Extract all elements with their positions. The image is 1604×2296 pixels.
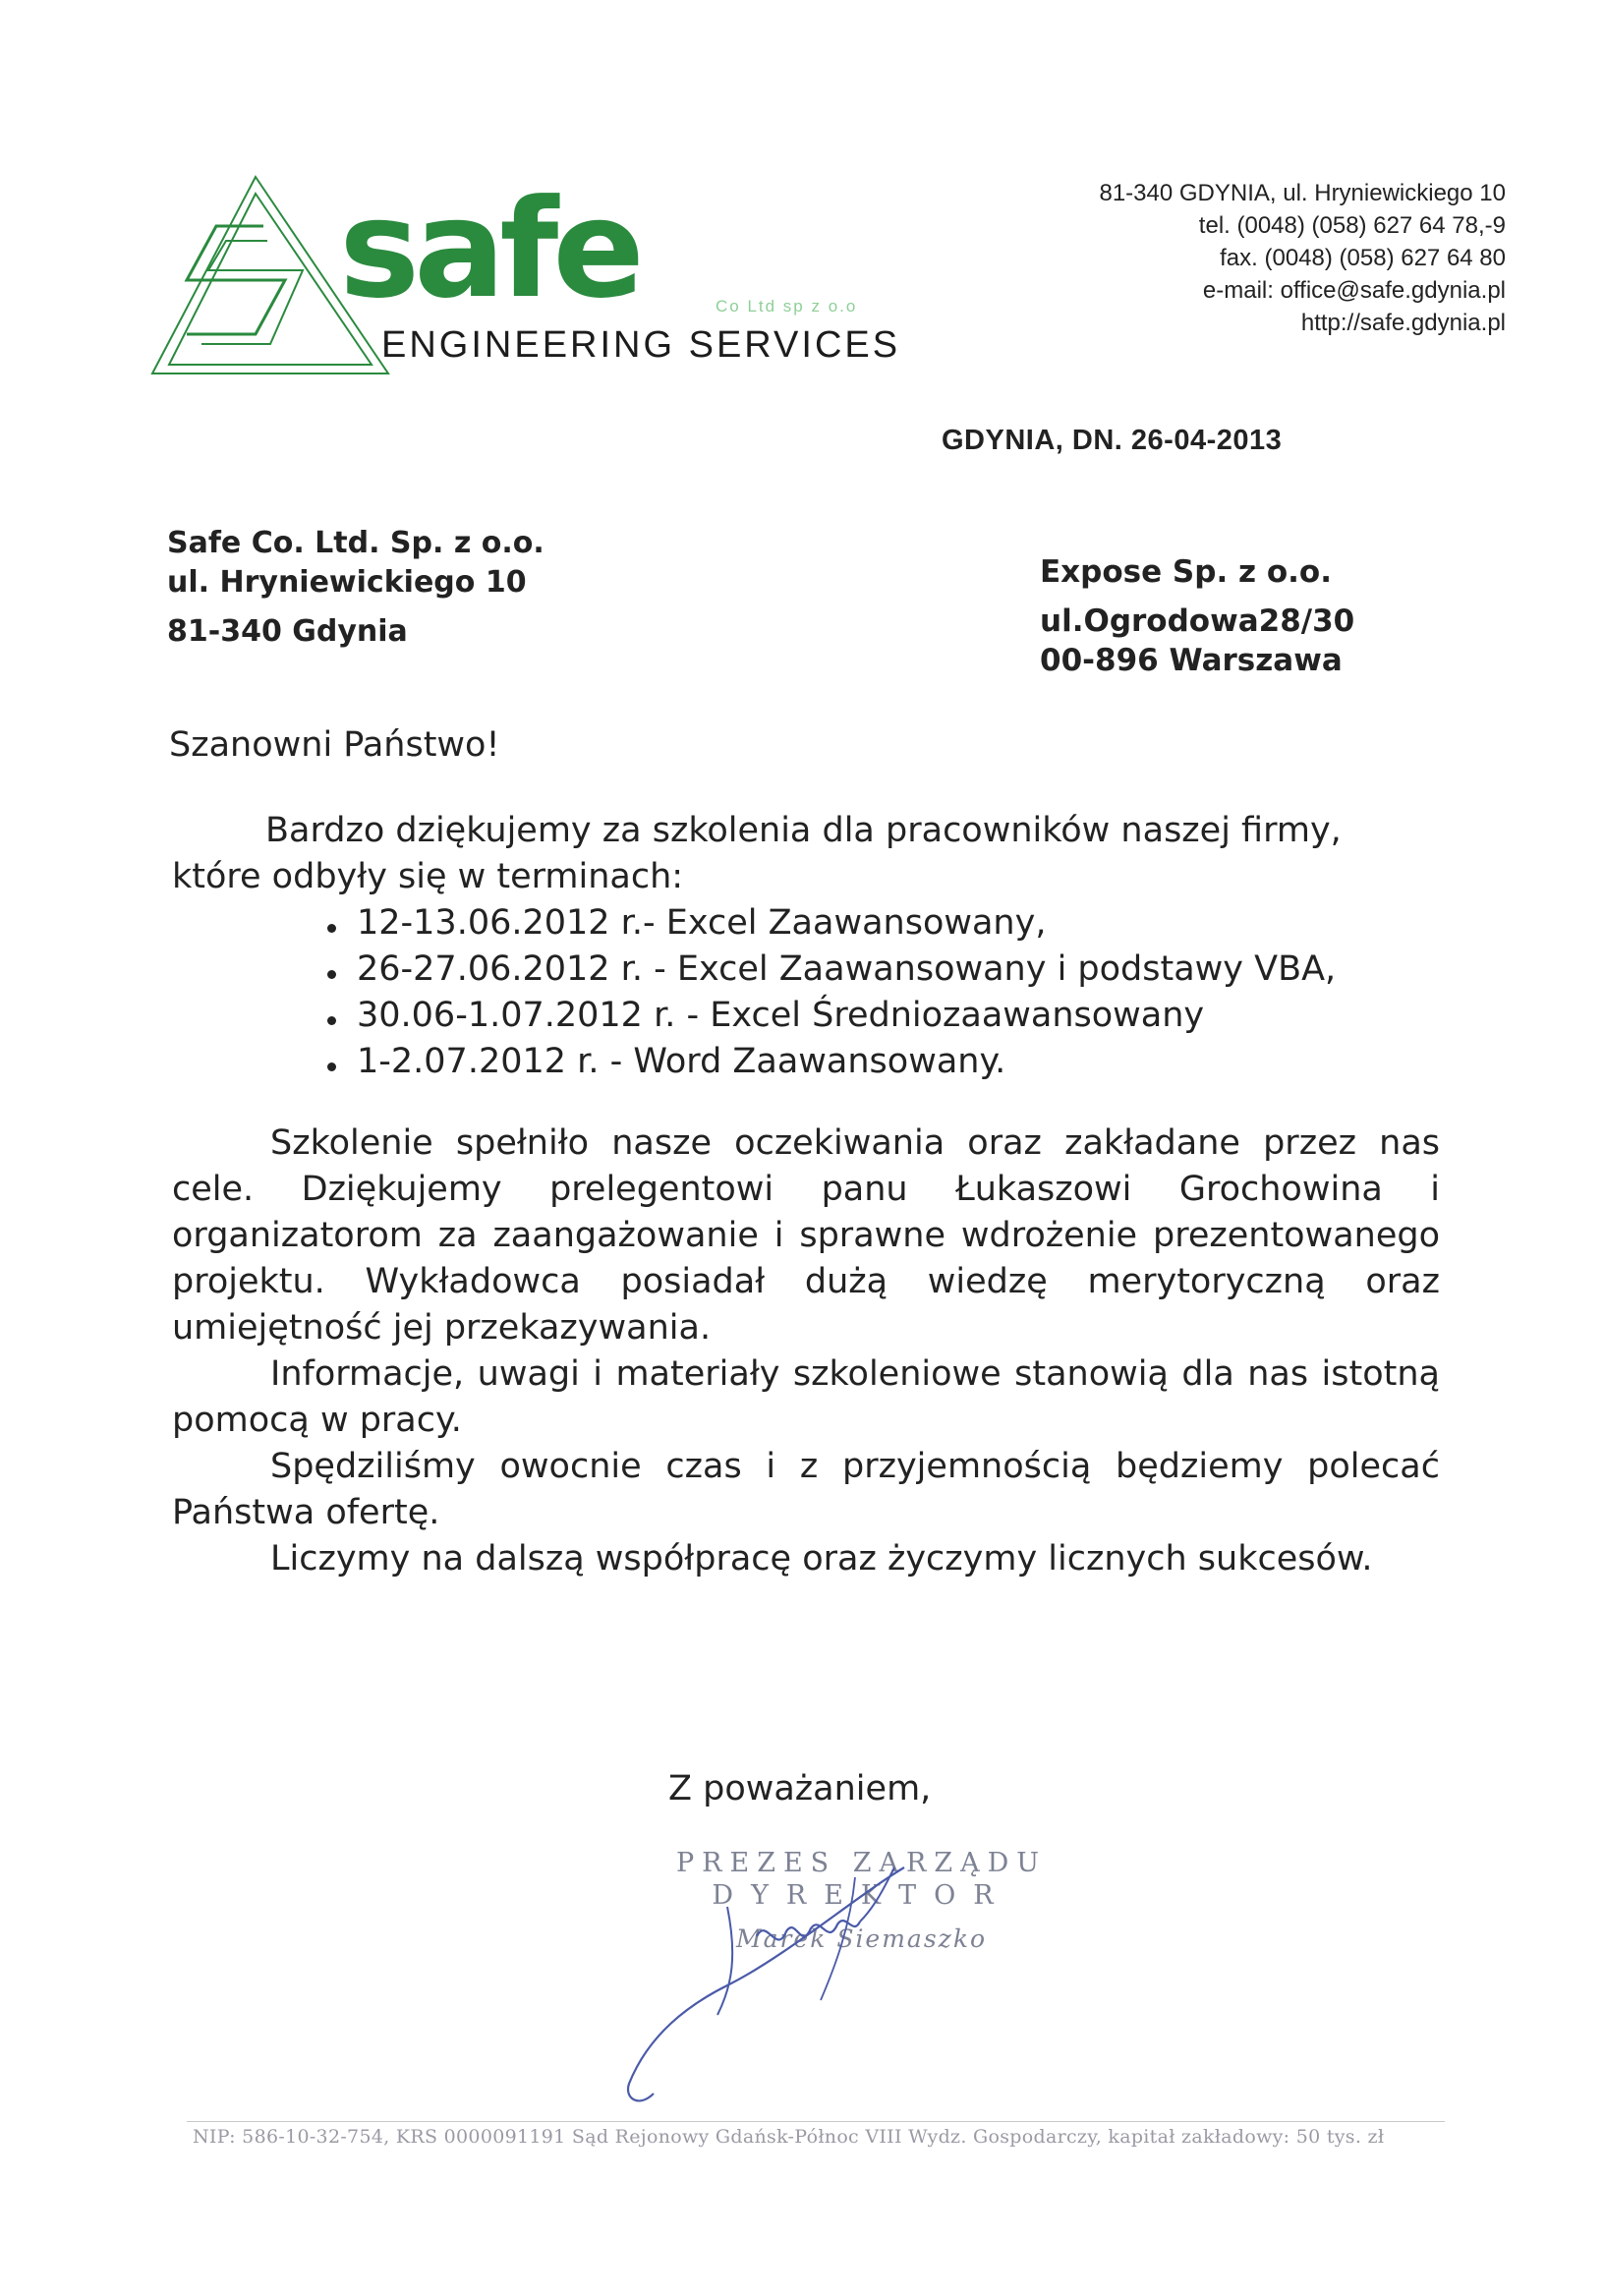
company-fax: fax. (0048) (058) 627 64 80 (1220, 245, 1506, 271)
letter-date: GDYNIA, DN. 26-04-2013 (942, 425, 1283, 456)
salutation: Szanowni Państwo! (169, 725, 500, 765)
body-paragraph: Liczymy na dalszą współpracę oraz życzymy licznych sukcesów. (270, 1539, 1373, 1578)
body-paragraph: Szkolenie spełniło nasze oczekiwania oraz zakładane przez nas cele. Dziękujemy prelegentowi panu Łukaszowi Grochowina i organizatorom za zaangażowanie i sprawne wdrożenie prezentowanego projektu. Wykładowca posiadał dużą wiedzę merytoryczną oraz umiejętność jej przekazywania. (172, 1123, 1440, 1348)
handwritten-signature (609, 1838, 944, 2113)
recipient-address (1040, 552, 1354, 680)
stamp-name: Marek Siemaszko (735, 1924, 988, 1953)
sender-address (167, 524, 544, 652)
training-item: 1-2.07.2012 r. - Word Zaawansowany. (327, 1039, 1440, 1085)
logo-wordmark: safe (339, 170, 639, 328)
sender-street: ul. Hryniewickiego 10 (167, 565, 527, 600)
training-item: 12-13.06.2012 r.- Excel Zaawansowany, (327, 900, 1440, 947)
stamp-title: PREZES ZARZĄDU (676, 1848, 1048, 1878)
sender-name: Safe Co. Ltd. Sp. z o.o. (167, 526, 544, 560)
closing-phrase: Z poważaniem, (668, 1769, 932, 1808)
company-email: e-mail: office@safe.gdynia.pl (1202, 277, 1506, 304)
training-item: 26-27.06.2012 r. - Excel Zaawansowany i podstawy VBA, (327, 947, 1440, 993)
company-contact-block (1099, 177, 1506, 339)
recipient-name: Expose Sp. z o.o. (1040, 554, 1332, 590)
company-address: 81-340 GDYNIA, ul. Hryniewickiego 10 (1099, 180, 1506, 206)
recipient-street: ul.Ogrodowa28/30 (1040, 603, 1355, 639)
footer-divider (187, 2121, 1445, 2122)
company-website: http://safe.gdynia.pl (1300, 310, 1506, 336)
stamp-role: DYREKTOR (712, 1880, 1011, 1911)
intro-text: Bardzo dziękujemy za szkolenia dla pracowników naszej firmy, które odbyły się w terminach: (172, 811, 1342, 896)
footer-registration: NIP: 586-10-32-754, KRS 0000091191 Sąd Rejonowy Gdańsk-Północ VIII Wydz. Gospodarczy, kapitał zakładowy: 50 tys. zł (193, 2126, 1385, 2148)
training-item: 30.06-1.07.2012 r. - Excel Średniozaawansowany (327, 993, 1440, 1039)
body-paragraph: Informacje, uwagi i materiały szkoleniowe stanowią dla nas istotną pomocą w pracy. (172, 1354, 1440, 1440)
training-list (172, 900, 1440, 1085)
logo-tagline: ENGINEERING SERVICES (381, 324, 901, 366)
letter-body (172, 1120, 1440, 1582)
body-paragraph: Spędziliśmy owocnie czas i z przyjemnością będziemy polecać Państwa ofertę. (172, 1447, 1440, 1532)
letter-intro (172, 808, 1440, 1085)
company-phone: tel. (0048) (058) 627 64 78,-9 (1198, 212, 1506, 239)
recipient-city: 00-896 Warszawa (1040, 643, 1343, 678)
logo-company-suffix: Co Ltd sp z o.o (716, 297, 858, 316)
sender-city: 81-340 Gdynia (167, 614, 408, 649)
